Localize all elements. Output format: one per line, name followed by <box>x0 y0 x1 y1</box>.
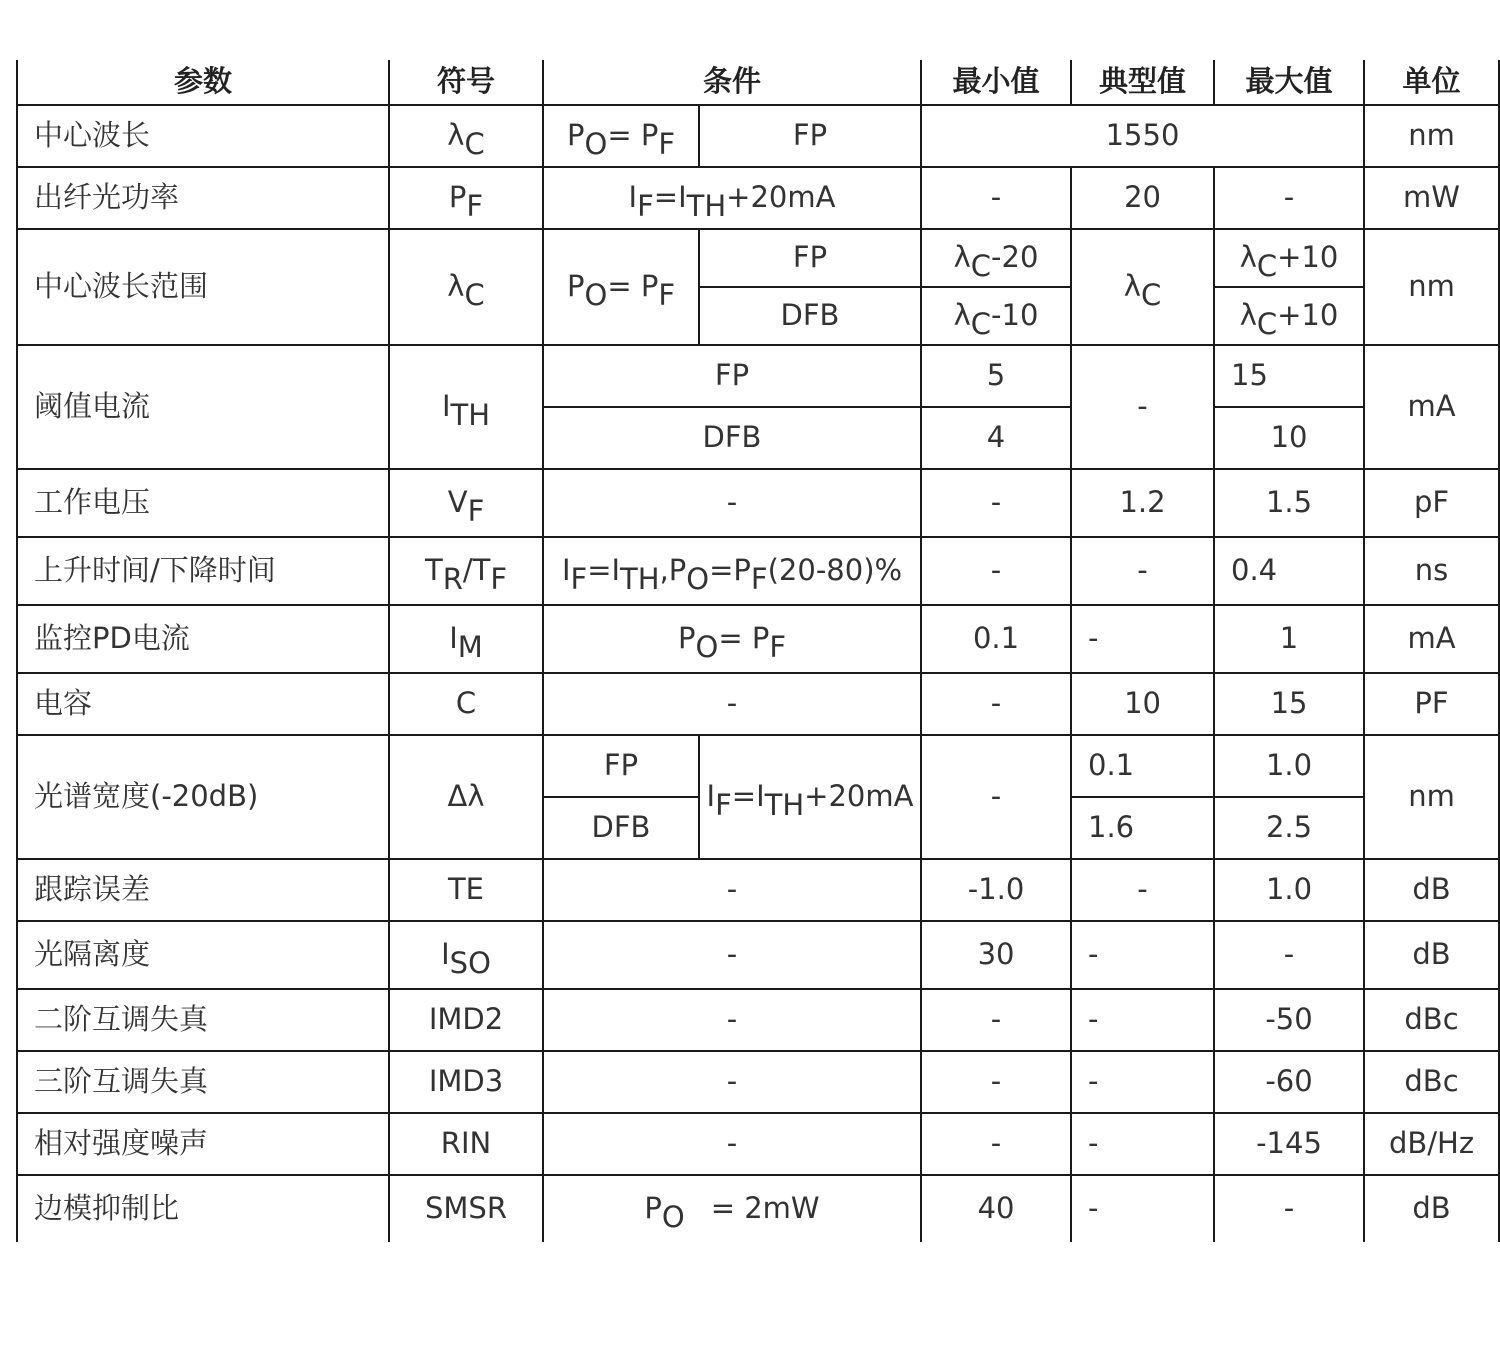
symbol-cell <box>389 605 543 673</box>
min-cell: - <box>921 537 1071 605</box>
min-cell: 4 <box>921 407 1071 469</box>
unit-cell: dB <box>1364 859 1499 921</box>
table-row <box>17 859 1499 921</box>
param-cell: 边模抑制比 <box>17 1175 389 1242</box>
symbol-sub: C <box>464 127 485 162</box>
table-row <box>17 673 1499 735</box>
header-min: 最小值 <box>921 60 1071 105</box>
condition-cell: - <box>543 673 921 735</box>
typ-cell: 1.2 <box>1071 469 1214 537</box>
min-cell: 30 <box>921 921 1071 989</box>
min-cell: 40 <box>921 1175 1071 1242</box>
condition-sub: TH <box>620 562 660 597</box>
condition-text: +20mA <box>726 180 836 215</box>
symbol-cell: SMSR <box>389 1175 543 1242</box>
typ-cell: - <box>1071 1051 1214 1113</box>
unit-cell: dBc <box>1364 1051 1499 1113</box>
condition-text: = P <box>607 269 659 304</box>
typ-cell: 10 <box>1071 673 1214 735</box>
condition-sub: O <box>584 127 608 162</box>
symbol-cell <box>389 167 543 229</box>
symbol-text: λ <box>447 118 465 153</box>
condition-text: = P <box>607 118 659 153</box>
max-cell: -50 <box>1214 989 1364 1051</box>
typ-cell: - <box>1071 989 1214 1051</box>
min-cell: - <box>921 1051 1071 1113</box>
unit-cell: dB <box>1364 921 1499 989</box>
symbol-cell: IMD3 <box>389 1051 543 1113</box>
param-cell: 上升时间/下降时间 <box>17 537 389 605</box>
condition-sub: F <box>658 278 676 313</box>
condition-sub: O <box>695 630 719 665</box>
value-sub: C <box>1140 278 1162 313</box>
value-text: +10 <box>1277 298 1339 333</box>
table-row <box>17 229 1499 287</box>
max-cell <box>1214 287 1364 345</box>
symbol-cell: TE <box>389 859 543 921</box>
typ-cell: - <box>1071 1175 1214 1242</box>
symbol-sub: F <box>490 562 508 597</box>
header-symbol: 符号 <box>389 60 543 105</box>
max-cell: -145 <box>1214 1113 1364 1175</box>
max-cell: 0.4 <box>1214 537 1364 605</box>
symbol-text: I <box>441 389 451 424</box>
condition-text: +20mA <box>804 779 914 814</box>
max-cell: 1.0 <box>1214 735 1364 797</box>
condition-cell: - <box>543 989 921 1051</box>
header-typ: 典型值 <box>1071 60 1214 105</box>
min-cell: - <box>921 989 1071 1051</box>
header-unit: 单位 <box>1364 60 1499 105</box>
table-row <box>17 167 1499 229</box>
symbol-cell <box>389 469 543 537</box>
unit-cell: dB <box>1364 1175 1499 1242</box>
unit-cell: nm <box>1364 105 1499 167</box>
unit-cell: PF <box>1364 673 1499 735</box>
min-cell: - <box>921 1113 1071 1175</box>
condition-sub: O <box>584 278 608 313</box>
symbol-text: /T <box>462 553 491 588</box>
symbol-text: P <box>448 180 467 215</box>
value-sub: C <box>1256 307 1278 342</box>
typ-cell: - <box>1071 921 1214 989</box>
condition-sub: TH <box>764 788 805 823</box>
min-cell: 0.1 <box>921 605 1071 673</box>
condition-type-cell: DFB <box>543 407 921 469</box>
param-cell: 出纤光功率 <box>17 167 389 229</box>
value-text: +10 <box>1277 240 1339 275</box>
param-cell: 光谱宽度(-20dB) <box>17 735 389 859</box>
param-cell: 相对强度噪声 <box>17 1113 389 1175</box>
max-cell: 1.5 <box>1214 469 1364 537</box>
typ-cell: 20 <box>1071 167 1214 229</box>
condition-cell <box>699 735 921 859</box>
max-cell: 15 <box>1214 673 1364 735</box>
condition-text: P <box>677 621 696 656</box>
symbol-sub: TH <box>450 398 491 433</box>
value-text: λ <box>953 298 971 333</box>
symbol-cell <box>389 921 543 989</box>
condition-cell: - <box>543 859 921 921</box>
symbol-sub: M <box>457 630 483 665</box>
max-cell: - <box>1214 167 1364 229</box>
typ-cell: 0.1 <box>1071 735 1214 797</box>
condition-type-cell: DFB <box>699 287 921 345</box>
param-cell: 中心波长 <box>17 105 389 167</box>
value-text: λ <box>1239 298 1257 333</box>
condition-text: I <box>628 180 638 215</box>
min-cell: - <box>921 735 1071 859</box>
condition-type-cell: FP <box>699 229 921 287</box>
min-cell: 5 <box>921 345 1071 407</box>
unit-cell: nm <box>1364 735 1499 859</box>
max-cell: - <box>1214 921 1364 989</box>
typ-cell: - <box>1071 345 1214 469</box>
condition-cell <box>543 167 921 229</box>
param-cell: 工作电压 <box>17 469 389 537</box>
unit-cell: mA <box>1364 605 1499 673</box>
symbol-cell <box>389 345 543 469</box>
value-sub: C <box>970 307 992 342</box>
table-row <box>17 735 1499 797</box>
table-row <box>17 345 1499 407</box>
min-cell: - <box>921 167 1071 229</box>
condition-text: P <box>566 269 585 304</box>
unit-cell: pF <box>1364 469 1499 537</box>
typ-cell: - <box>1071 537 1214 605</box>
symbol-text: T <box>424 553 443 588</box>
condition-text: =I <box>731 779 765 814</box>
symbol-sub: SO <box>449 946 491 981</box>
spec-table <box>16 60 1500 1242</box>
symbol-cell: IMD2 <box>389 989 543 1051</box>
condition-type-cell: DFB <box>543 797 699 859</box>
typ-cell <box>1071 229 1214 345</box>
unit-cell: dB/Hz <box>1364 1113 1499 1175</box>
min-cell: - <box>921 673 1071 735</box>
symbol-cell: RIN <box>389 1113 543 1175</box>
value-text: -20 <box>991 240 1039 275</box>
condition-cell <box>543 1175 921 1242</box>
symbol-text: V <box>447 485 468 520</box>
header-param: 参数 <box>17 60 389 105</box>
condition-type-cell: FP <box>543 345 921 407</box>
condition-cell: - <box>543 1051 921 1113</box>
symbol-cell <box>389 537 543 605</box>
table-row <box>17 921 1499 989</box>
typ-cell: - <box>1071 605 1214 673</box>
symbol-sub: R <box>442 562 463 597</box>
max-cell: 1.0 <box>1214 859 1364 921</box>
unit-cell: mA <box>1364 345 1499 469</box>
condition-sub: F <box>658 127 676 162</box>
condition-text: ,P <box>659 553 687 588</box>
bottom-whitespace <box>0 1264 1500 1357</box>
condition-cell <box>543 105 699 167</box>
condition-text: I <box>561 553 571 588</box>
max-cell: 1 <box>1214 605 1364 673</box>
param-cell: 电容 <box>17 673 389 735</box>
condition-sub: O <box>686 562 710 597</box>
condition-sub: O <box>661 1200 685 1235</box>
condition-sub: F <box>750 562 768 597</box>
condition-text: P <box>566 118 585 153</box>
typ-cell: - <box>1071 859 1214 921</box>
param-cell: 跟踪误差 <box>17 859 389 921</box>
param-cell: 中心波长范围 <box>17 229 389 345</box>
symbol-cell: Δλ <box>389 735 543 859</box>
value-text: λ <box>1239 240 1257 275</box>
header-max: 最大值 <box>1214 60 1364 105</box>
condition-cell <box>543 605 921 673</box>
typ-cell: 1.6 <box>1071 797 1214 859</box>
header-row <box>17 60 1499 105</box>
value-cell: 1550 <box>921 105 1364 167</box>
param-cell: 光隔离度 <box>17 921 389 989</box>
symbol-cell: C <box>389 673 543 735</box>
symbol-cell <box>389 229 543 345</box>
condition-type-cell: FP <box>543 735 699 797</box>
condition-sub: F <box>769 630 787 665</box>
condition-text: =I <box>653 180 687 215</box>
condition-cell <box>543 229 699 345</box>
condition-text: =I <box>587 553 621 588</box>
table-row <box>17 1051 1499 1113</box>
table-row <box>17 989 1499 1051</box>
condition-cell: - <box>543 921 921 989</box>
symbol-cell <box>389 105 543 167</box>
unit-cell: dBc <box>1364 989 1499 1051</box>
header-condition: 条件 <box>543 60 921 105</box>
value-text: -10 <box>991 298 1039 333</box>
max-cell: 15 <box>1214 345 1364 407</box>
min-cell <box>921 287 1071 345</box>
unit-cell: ns <box>1364 537 1499 605</box>
value-text: λ <box>1123 269 1141 304</box>
condition-sub: TH <box>686 189 727 224</box>
param-cell: 二阶互调失真 <box>17 989 389 1051</box>
condition-sub: F <box>637 189 654 224</box>
value-sub: C <box>1256 249 1278 284</box>
table-row <box>17 1175 1499 1242</box>
typ-cell: - <box>1071 1113 1214 1175</box>
param-cell: 三阶互调失真 <box>17 1051 389 1113</box>
symbol-sub: F <box>467 494 485 529</box>
condition-type-cell: FP <box>699 105 921 167</box>
value-text: λ <box>953 240 971 275</box>
min-cell: - <box>921 469 1071 537</box>
condition-text: P <box>644 1191 662 1226</box>
condition-text: = 2mW <box>710 1191 820 1226</box>
condition-cell <box>543 537 921 605</box>
unit-cell: mW <box>1364 167 1499 229</box>
condition-cell: - <box>543 469 921 537</box>
condition-cell: - <box>543 1113 921 1175</box>
condition-text: = P <box>718 621 770 656</box>
symbol-sub: C <box>464 278 485 313</box>
table-row <box>17 605 1499 673</box>
max-cell: -60 <box>1214 1051 1364 1113</box>
min-cell <box>921 229 1071 287</box>
table-row <box>17 537 1499 605</box>
table-row <box>17 1113 1499 1175</box>
max-cell: 10 <box>1214 407 1364 469</box>
symbol-sub: F <box>466 189 484 224</box>
condition-text: (20-80)% <box>767 553 903 588</box>
table-row <box>17 469 1499 537</box>
unit-cell: nm <box>1364 229 1499 345</box>
param-cell: 阈值电流 <box>17 345 389 469</box>
max-cell <box>1214 229 1364 287</box>
param-cell: 监控PD电流 <box>17 605 389 673</box>
symbol-text: λ <box>447 269 465 304</box>
min-cell: -1.0 <box>921 859 1071 921</box>
symbol-text: I <box>441 937 450 972</box>
max-cell: 2.5 <box>1214 797 1364 859</box>
value-sub: C <box>970 249 992 284</box>
condition-text: =P <box>709 553 751 588</box>
condition-sub: F <box>715 788 732 823</box>
table-row <box>17 105 1499 167</box>
symbol-text: I <box>449 621 458 656</box>
condition-text: I <box>706 779 716 814</box>
condition-sub: F <box>570 562 588 597</box>
max-cell: - <box>1214 1175 1364 1242</box>
